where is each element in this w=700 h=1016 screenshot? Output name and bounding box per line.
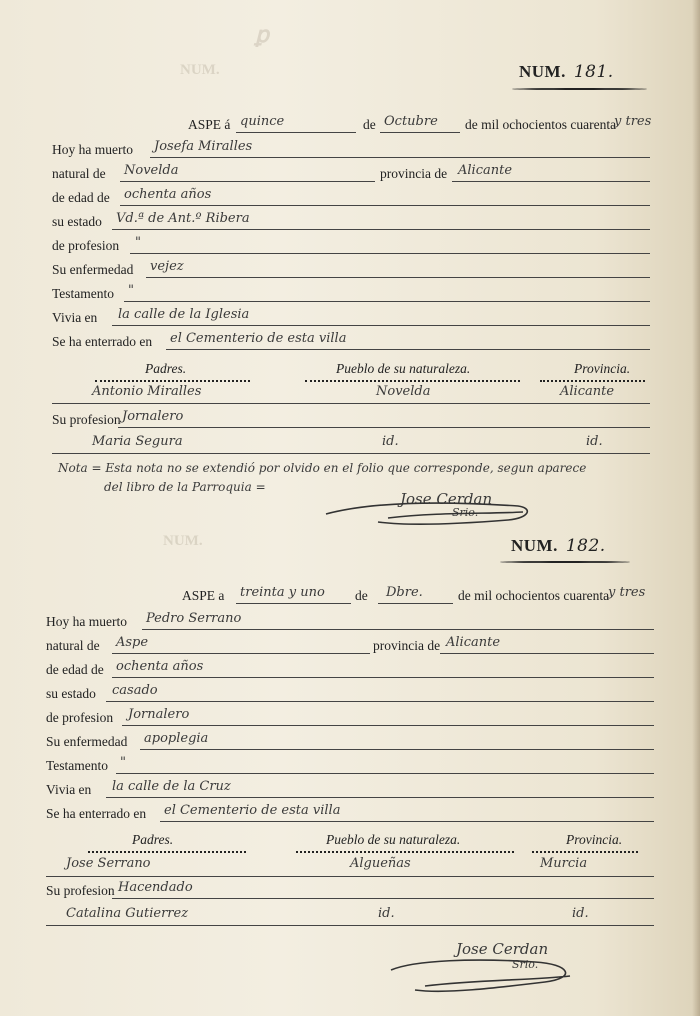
entry1-vivia-label: Vivia en xyxy=(52,310,98,325)
entry1-prov-dotted xyxy=(540,380,645,382)
entry1-enfermedad: vejez xyxy=(150,259,184,274)
entry1-year-text: de mil ochocientos cuarenta xyxy=(465,117,617,132)
entry1-enterrado: el Cementerio de esta villa xyxy=(170,331,347,346)
entry1-provincia: Alicante xyxy=(458,163,513,178)
entry1-padre-pueblo: Novelda xyxy=(376,384,431,399)
entry2-month-rule xyxy=(378,603,453,604)
entry1-padre: Antonio Miralles xyxy=(92,384,202,399)
entry1-signature-name: Jose Cerdan xyxy=(400,490,493,508)
entry2-num-underline xyxy=(500,561,630,563)
entry2-profesion-rule xyxy=(122,725,654,726)
entry1-enfermedad-rule xyxy=(146,277,650,278)
entry2-signature-flourish xyxy=(385,942,585,1002)
entry2-padres-dotted xyxy=(88,851,246,853)
entry1-natural-rule xyxy=(120,181,375,182)
entry1-su-profesion-label: Su profesion xyxy=(52,412,121,427)
entry2-pueblo-dotted xyxy=(296,851,514,853)
entry1-estado: Vd.ª de Ant.º Ribera xyxy=(116,211,250,226)
entry2-signature-name: Jose Cerdan xyxy=(456,940,549,958)
entry2-edad-rule xyxy=(112,677,654,678)
entry2-su-profesion: Hacendado xyxy=(118,880,193,895)
entry2-day: treinta y uno xyxy=(240,585,325,600)
entry2-estado-label: su estado xyxy=(46,686,96,701)
entry2-provincia: Alicante xyxy=(446,635,501,650)
entry2-profesion-label: de profesion xyxy=(46,710,114,725)
entry2-year-text: de mil ochocientos cuarenta xyxy=(458,588,610,603)
entry1-estado-label: su estado xyxy=(52,214,102,229)
entry1-estado-rule xyxy=(112,229,650,230)
entry2-madre: Catalina Gutierrez xyxy=(66,906,189,921)
entry1-pueblo-header: Pueblo de su naturaleza. xyxy=(336,361,471,376)
entry2-num-value: 182. xyxy=(565,536,606,556)
entry2-testamento-label: Testamento xyxy=(46,758,109,773)
entry1-nota-line1: Nota = Esta nota no se extendió por olvido en el folio que corresponde, segun aparece xyxy=(58,461,587,475)
entry1-padres-header: Padres. xyxy=(145,361,187,376)
entry1-aspe-label: ASPE á xyxy=(188,117,231,132)
entry2-madre-pueblo: id. xyxy=(378,906,395,921)
entry1-num-value: 181. xyxy=(573,62,614,82)
entry2-madre-prov: id. xyxy=(572,906,589,921)
entry2-su-profesion-rule xyxy=(112,898,654,899)
entry2-name-rule xyxy=(142,629,654,630)
entry2-enterrado: el Cementerio de esta villa xyxy=(164,803,341,818)
entry2-padre: Jose Serrano xyxy=(66,856,151,871)
entry1-madre-rule xyxy=(52,453,650,454)
entry2-edad: ochenta años xyxy=(116,659,204,674)
entry2-enfermedad: apoplegia xyxy=(144,731,209,746)
entry1-prov-header: Provincia. xyxy=(574,361,631,376)
entry1-provincia-label: provincia de xyxy=(380,166,448,181)
entry1-provincia-rule xyxy=(452,181,650,182)
bleed-through-num: NUM. xyxy=(180,62,220,78)
entry2-pueblo-header: Pueblo de su naturaleza. xyxy=(326,832,461,847)
entry1-name-rule xyxy=(150,157,650,158)
entry2-estado: casado xyxy=(112,683,158,698)
entry1-day-rule xyxy=(236,132,356,133)
entry1-madre-pueblo: id. xyxy=(382,434,399,449)
entry2-month: Dbre. xyxy=(386,585,423,600)
entry1-day: quince xyxy=(240,114,285,129)
entry1-edad-label: de edad de xyxy=(52,190,110,205)
entry1-deceased-name: Josefa Miralles xyxy=(154,139,253,154)
entry2-testamento-rule xyxy=(116,773,654,774)
entry1-su-profesion: Jornalero xyxy=(122,409,184,424)
entry1-padres-dotted xyxy=(95,380,250,382)
entry2-natural: Aspe xyxy=(116,635,149,650)
entry2-number xyxy=(511,536,606,556)
entry1-testamento-rule xyxy=(124,301,650,302)
bleed-through-num-2: NUM. xyxy=(163,533,203,549)
entry1-profesion: " xyxy=(135,235,141,250)
entry1-su-profesion-rule xyxy=(118,427,650,428)
entry1-natural: Novelda xyxy=(124,163,179,178)
entry2-padres-header: Padres. xyxy=(132,832,174,847)
entry2-provincia-label: provincia de xyxy=(373,638,441,653)
entry1-num-underline xyxy=(512,88,647,90)
entry1-profesion-rule xyxy=(130,253,650,254)
entry2-enterrado-label: Se ha enterrado en xyxy=(46,806,147,821)
entry1-padre-rule xyxy=(52,403,650,404)
entry2-profesion: Jornalero xyxy=(128,707,190,722)
entry2-padre-rule xyxy=(46,876,654,877)
entry1-year-suffix: y tres xyxy=(614,114,652,129)
entry2-vivia-rule xyxy=(106,797,654,798)
entry1-number xyxy=(519,62,614,82)
entry2-estado-rule xyxy=(106,701,654,702)
entry1-edad: ochenta años xyxy=(124,187,212,202)
entry2-natural-label: natural de xyxy=(46,638,100,653)
entry2-signature-title: Srio. xyxy=(512,958,539,971)
entry1-signature-title: Srio. xyxy=(452,506,479,519)
entry1-padre-prov: Alicante xyxy=(560,384,615,399)
entry2-de-label: de xyxy=(355,588,368,603)
entry1-madre: Maria Segura xyxy=(92,434,183,449)
entry2-hoy-label: Hoy ha muerto xyxy=(46,614,127,629)
entry2-vivia-label: Vivia en xyxy=(46,782,92,797)
entry1-enfermedad-label: Su enfermedad xyxy=(52,262,134,277)
entry1-natural-label: natural de xyxy=(52,166,106,181)
entry1-profesion-label: de profesion xyxy=(52,238,120,253)
entry1-vivia-rule xyxy=(112,325,650,326)
entry1-month-rule xyxy=(380,132,460,133)
entry1-enterrado-label: Se ha enterrado en xyxy=(52,334,153,349)
entry1-pueblo-dotted xyxy=(305,380,520,382)
entry2-natural-rule xyxy=(112,653,370,654)
entry2-provincia-rule xyxy=(440,653,654,654)
entry2-enfermedad-rule xyxy=(140,749,654,750)
entry2-aspe-label: ASPE a xyxy=(182,588,225,603)
entry1-edad-rule xyxy=(120,205,650,206)
bleed-through-script: ꝑ xyxy=(255,22,269,47)
entry2-su-profesion-label: Su profesion xyxy=(46,883,115,898)
entry2-num-label: NUM. xyxy=(511,536,558,555)
entry2-edad-label: de edad de xyxy=(46,662,104,677)
entry1-de-label: de xyxy=(363,117,376,132)
entry2-testamento: " xyxy=(120,755,126,770)
entry1-madre-prov: id. xyxy=(586,434,603,449)
entry2-prov-dotted xyxy=(532,851,638,853)
entry2-enfermedad-label: Su enfermedad xyxy=(46,734,128,749)
entry1-nota-line2: del libro de la Parroquia = xyxy=(104,480,266,494)
entry1-num-label: NUM. xyxy=(519,62,566,81)
entry1-testamento-label: Testamento xyxy=(52,286,115,301)
entry2-prov-header: Provincia. xyxy=(566,832,623,847)
entry2-vivia: la calle de la Cruz xyxy=(112,779,231,794)
entry2-enterrado-rule xyxy=(160,821,654,822)
entry1-vivia: la calle de la Iglesia xyxy=(118,307,250,322)
entry2-padre-prov: Murcia xyxy=(540,856,588,871)
entry2-madre-rule xyxy=(46,925,654,926)
entry2-day-rule xyxy=(236,603,351,604)
entry2-padre-pueblo: Algueñas xyxy=(350,856,411,871)
entry1-hoy-label: Hoy ha muerto xyxy=(52,142,133,157)
entry2-year-suffix: y tres xyxy=(608,585,646,600)
entry2-deceased-name: Pedro Serrano xyxy=(146,611,242,626)
entry1-testamento: " xyxy=(128,283,134,298)
page-edge-shadow xyxy=(692,0,700,1016)
entry1-month: Octubre xyxy=(384,114,438,129)
entry1-signature-flourish xyxy=(318,492,538,532)
entry1-enterrado-rule xyxy=(166,349,650,350)
